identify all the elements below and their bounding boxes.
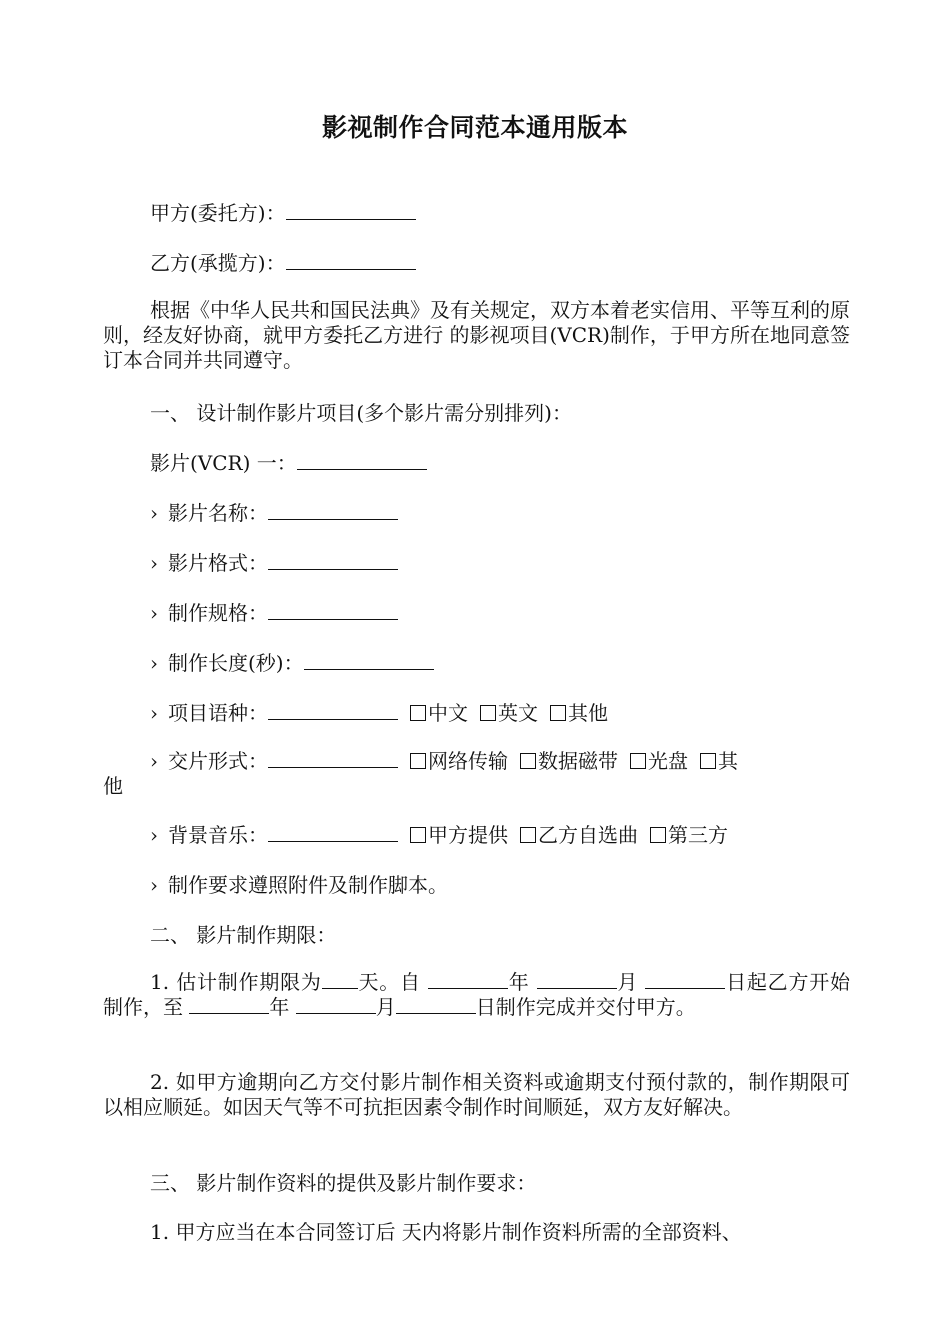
option-label: 中文 <box>428 701 468 725</box>
option-label: 英文 <box>498 701 538 725</box>
section-2-paragraph-2: 2. 如甲方逾期向乙方交付影片制作相关资料或逾期支付预付款的，制作期限可以相应顺延。如因天气等不可抗拒因素令制作时间顺延，双方友好解决。 <box>103 1070 850 1119</box>
section-3-paragraph-1: 1. 甲方应当在本合同签订后 天内将影片制作资料所需的全部资料、 <box>150 1220 742 1244</box>
film-name-label: 影片名称： <box>168 501 268 525</box>
intro-paragraph: 根据《中华人民共和国民法典》及有关规定，双方本着老实信用、平等互利的原则，经友好协商，就甲方委托乙方进行 的影视项目(VCR)制作，于甲方所在地同意签订本合同并共同遵守。 <box>103 298 850 372</box>
spec-label: 制作规格： <box>168 601 268 625</box>
film-name-blank[interactable] <box>268 501 398 520</box>
party-b-line <box>150 250 416 276</box>
text-segment: 年 <box>269 995 296 1019</box>
option-label: 网络传输 <box>428 749 508 773</box>
delivery-line <box>150 748 850 774</box>
option-label: 乙方自选曲 <box>538 823 638 847</box>
checkbox-network[interactable] <box>410 753 426 769</box>
arrow-icon: › <box>150 823 158 847</box>
end-day-blank[interactable] <box>396 995 476 1014</box>
delivery-tail: 他 <box>103 774 123 798</box>
checkbox-tape[interactable] <box>520 753 536 769</box>
delivery-label: 交片形式： <box>168 749 268 773</box>
start-day-blank[interactable] <box>645 970 725 989</box>
arrow-icon: › <box>150 551 158 575</box>
checkbox-english[interactable] <box>480 705 496 721</box>
checkbox-other-delivery[interactable] <box>700 753 716 769</box>
text-segment: 年 <box>507 970 537 994</box>
option-label: 第三方 <box>668 823 728 847</box>
vcr-1-label: 影片(VCR) 一： <box>150 451 297 475</box>
music-label: 背景音乐： <box>168 823 268 847</box>
option-label: 其他 <box>568 701 608 725</box>
end-year-blank[interactable] <box>189 995 269 1014</box>
spec-blank[interactable] <box>268 601 398 620</box>
option-label: 光盘 <box>648 749 688 773</box>
text-segment: 1. 估计制作期限为 <box>150 970 322 994</box>
party-a-label: 甲方(委托方)： <box>150 201 286 225</box>
start-month-blank[interactable] <box>537 970 617 989</box>
checkbox-chinese[interactable] <box>410 705 426 721</box>
option-label: 其 <box>718 749 738 773</box>
section-2-paragraph-1 <box>103 970 850 1020</box>
checkbox-other-language[interactable] <box>550 705 566 721</box>
start-year-blank[interactable] <box>428 970 508 989</box>
arrow-icon: › <box>150 701 158 725</box>
film-format-label: 影片格式： <box>168 551 268 575</box>
vcr-1-line <box>150 450 427 476</box>
music-line <box>150 822 728 848</box>
length-blank[interactable] <box>304 651 434 670</box>
section-1-heading: 一、 设计制作影片项目(多个影片需分别排列)： <box>150 401 572 425</box>
film-format-blank[interactable] <box>268 551 398 570</box>
text-segment: 日起乙方开始制作，至 <box>103 970 851 1019</box>
party-a-line <box>150 200 416 226</box>
text-segment: 月 <box>375 995 396 1019</box>
text-segment: 天。自 <box>357 970 428 994</box>
language-label: 项目语种： <box>168 701 268 725</box>
length-label: 制作长度(秒)： <box>168 651 304 675</box>
arrow-icon: › <box>150 601 158 625</box>
language-line <box>150 700 608 726</box>
checkbox-party-a-music[interactable] <box>410 827 426 843</box>
delivery-blank[interactable] <box>268 749 398 768</box>
language-blank[interactable] <box>268 701 398 720</box>
music-blank[interactable] <box>268 823 398 842</box>
requirement-line <box>150 872 448 898</box>
end-month-blank[interactable] <box>296 995 376 1014</box>
requirement-text: 制作要求遵照附件及制作脚本。 <box>168 873 448 897</box>
length-line <box>150 650 434 676</box>
film-format-line <box>150 550 398 576</box>
section-2-heading: 二、 影片制作期限： <box>150 923 337 947</box>
text-segment: 月 <box>616 970 646 994</box>
party-b-blank[interactable] <box>286 251 416 270</box>
option-label: 甲方提供 <box>428 823 508 847</box>
days-blank[interactable] <box>322 970 358 989</box>
text-segment: 日制作完成并交付甲方。 <box>475 995 696 1019</box>
option-label: 数据磁带 <box>538 749 618 773</box>
checkbox-third-party-music[interactable] <box>650 827 666 843</box>
arrow-icon: › <box>150 501 158 525</box>
arrow-icon: › <box>150 651 158 675</box>
party-a-blank[interactable] <box>286 201 416 220</box>
arrow-icon: › <box>150 873 158 897</box>
party-b-label: 乙方(承揽方)： <box>150 251 286 275</box>
checkbox-party-b-music[interactable] <box>520 827 536 843</box>
section-3-heading: 三、 影片制作资料的提供及影片制作要求： <box>150 1171 537 1195</box>
film-name-line <box>150 500 398 526</box>
arrow-icon: › <box>150 749 158 773</box>
document-title: 影视制作合同范本通用版本 <box>321 113 628 142</box>
spec-line <box>150 600 398 626</box>
checkbox-disc[interactable] <box>630 753 646 769</box>
vcr-1-blank[interactable] <box>297 451 427 470</box>
